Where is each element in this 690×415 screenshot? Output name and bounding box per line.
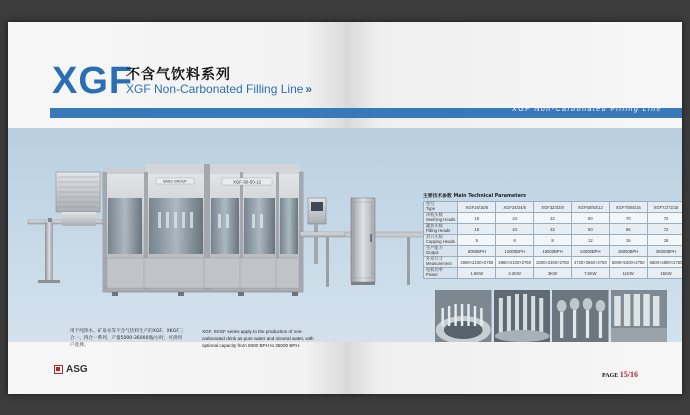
table-cell: XGF72/72/18 [647,202,682,213]
bottle-gripper-photo [494,290,551,342]
table-cell: 15000BPH [534,246,572,257]
header-caption: XGF Non-Carbonated Filling Line [512,106,662,113]
row-label-en: Measurement [426,261,452,266]
double-chevron-icon: » [305,82,313,96]
table-cell: 15KW [647,268,682,279]
table-row [424,202,683,213]
row-label [424,246,458,257]
table-cell: 1.5KW [458,268,496,279]
table-row [424,213,683,224]
table-title: 主要技术参数 Main Technical Parameters [423,194,527,199]
row-label [424,224,458,235]
row-label-cn: 封口头数 [426,234,443,240]
right-page [345,22,682,394]
table-cell: 4720×3550×2750 [571,257,609,268]
table-cell: XGF32/32/8 [534,202,572,213]
table-cell: 18 [647,235,682,246]
table-cell: 24 [496,213,534,224]
table-cell: XGF16/16/5 [458,202,496,213]
table-cell: 28000BPH [609,246,647,257]
table-cell: 32 [534,213,572,224]
row-label [424,268,458,279]
table-cell: 6000BPH [458,246,496,257]
table-cell: 3300×2300×2750 [534,257,572,268]
title-chinese: 不含气饮料系列 [126,67,231,83]
asg-logo-text: ASG [66,364,88,375]
table-cell: 7.5KW [571,268,609,279]
table-cell: 36000BPH [647,246,682,257]
row-label-cn: 灌装头数 [426,223,443,229]
table-cell: 11KW [609,268,647,279]
table-cell: 24 [496,224,534,235]
table-cell: 12000BPH [496,246,534,257]
description-english: XGF, XKGF series apply to the production of non-carbonated drink as pure water and mineral water, with optional capacity from 5000 BPH to 36000 BPH. [202,329,314,348]
parameters-table [423,201,682,279]
title-english-text: XGF Non-Carbonated Filling Line [126,82,304,96]
brand-plate-text: BASG GROUP [163,179,187,184]
row-label-en: Washing Heads [426,217,456,222]
table-cell: XGF24/24/6 [496,202,534,213]
table-cell: 12 [571,235,609,246]
table-cell: 6500×4800×2750 [647,257,682,268]
table-cell: 15 [609,235,647,246]
table-cell: 2880×2100×2750 [458,257,496,268]
row-label-cn: 电机功率 [426,267,443,273]
table-cell: XGF70/65/15 [609,202,647,213]
table-cell: 2880×2100×2750 [496,257,534,268]
table-cell: 16 [458,224,496,235]
table-cell: 72 [647,213,682,224]
table-cell: 72 [647,224,682,235]
table-row [424,246,683,257]
table-row [424,224,683,235]
filling-valves-photo [552,290,609,342]
row-label-en: Capping Heads [426,239,455,244]
table-cell: 32 [534,224,572,235]
table-row [424,235,683,246]
row-label-en: Type [426,206,436,211]
page-number [602,370,638,379]
table-cell: 3KW [534,268,572,279]
description-chinese: 用于纯净水、矿泉水等不含气饮料生产的XGF、XKGF三合一、四合一系列，产量5000-36000瓶/小时，可供用户选择。 [70,329,184,348]
row-label [424,213,458,224]
table-cell: 2.2KW [496,268,534,279]
table-cell: 16 [458,213,496,224]
row-label-cn: 冲瓶头数 [426,212,443,218]
page-number-value: 15/16 [619,370,638,379]
row-label [424,235,458,246]
row-label-cn: 生产能力 [426,245,443,251]
photo-strip [435,290,667,342]
asg-logo [54,364,88,375]
table-cell: 50 [571,213,609,224]
table-cell: 5 [458,235,496,246]
asg-mark-icon [54,365,63,374]
rotary-filler-photo [435,290,492,342]
table-cell: 24000BPH [571,246,609,257]
table-cell: 6 [496,235,534,246]
table-cell: 6000×5400×2750 [609,257,647,268]
row-label-cn: 外形尺寸 [426,256,443,262]
row-label [424,257,458,268]
page-prefix: PAGE [602,373,619,379]
table-cell: 65 [609,224,647,235]
brochure-spread [8,22,682,394]
table-cell: XGF50/50/12 [571,202,609,213]
technical-parameters [423,192,682,279]
table-row [424,268,683,279]
row-label [424,202,458,213]
model-plate-text: XGF-50-50-12 [232,179,262,185]
table-row [424,257,683,268]
capping-head-photo [611,290,668,342]
table-cell: 50 [571,224,609,235]
left-page [8,22,345,394]
model-logo: XGF [52,60,134,102]
row-label-cn: 型号 [426,201,435,207]
row-label-en: Filling Heads [426,228,451,233]
row-label-en: Output [426,250,439,255]
table-cell: 8 [534,235,572,246]
table-cell: 70 [609,213,647,224]
row-label-en: Power [426,272,438,277]
